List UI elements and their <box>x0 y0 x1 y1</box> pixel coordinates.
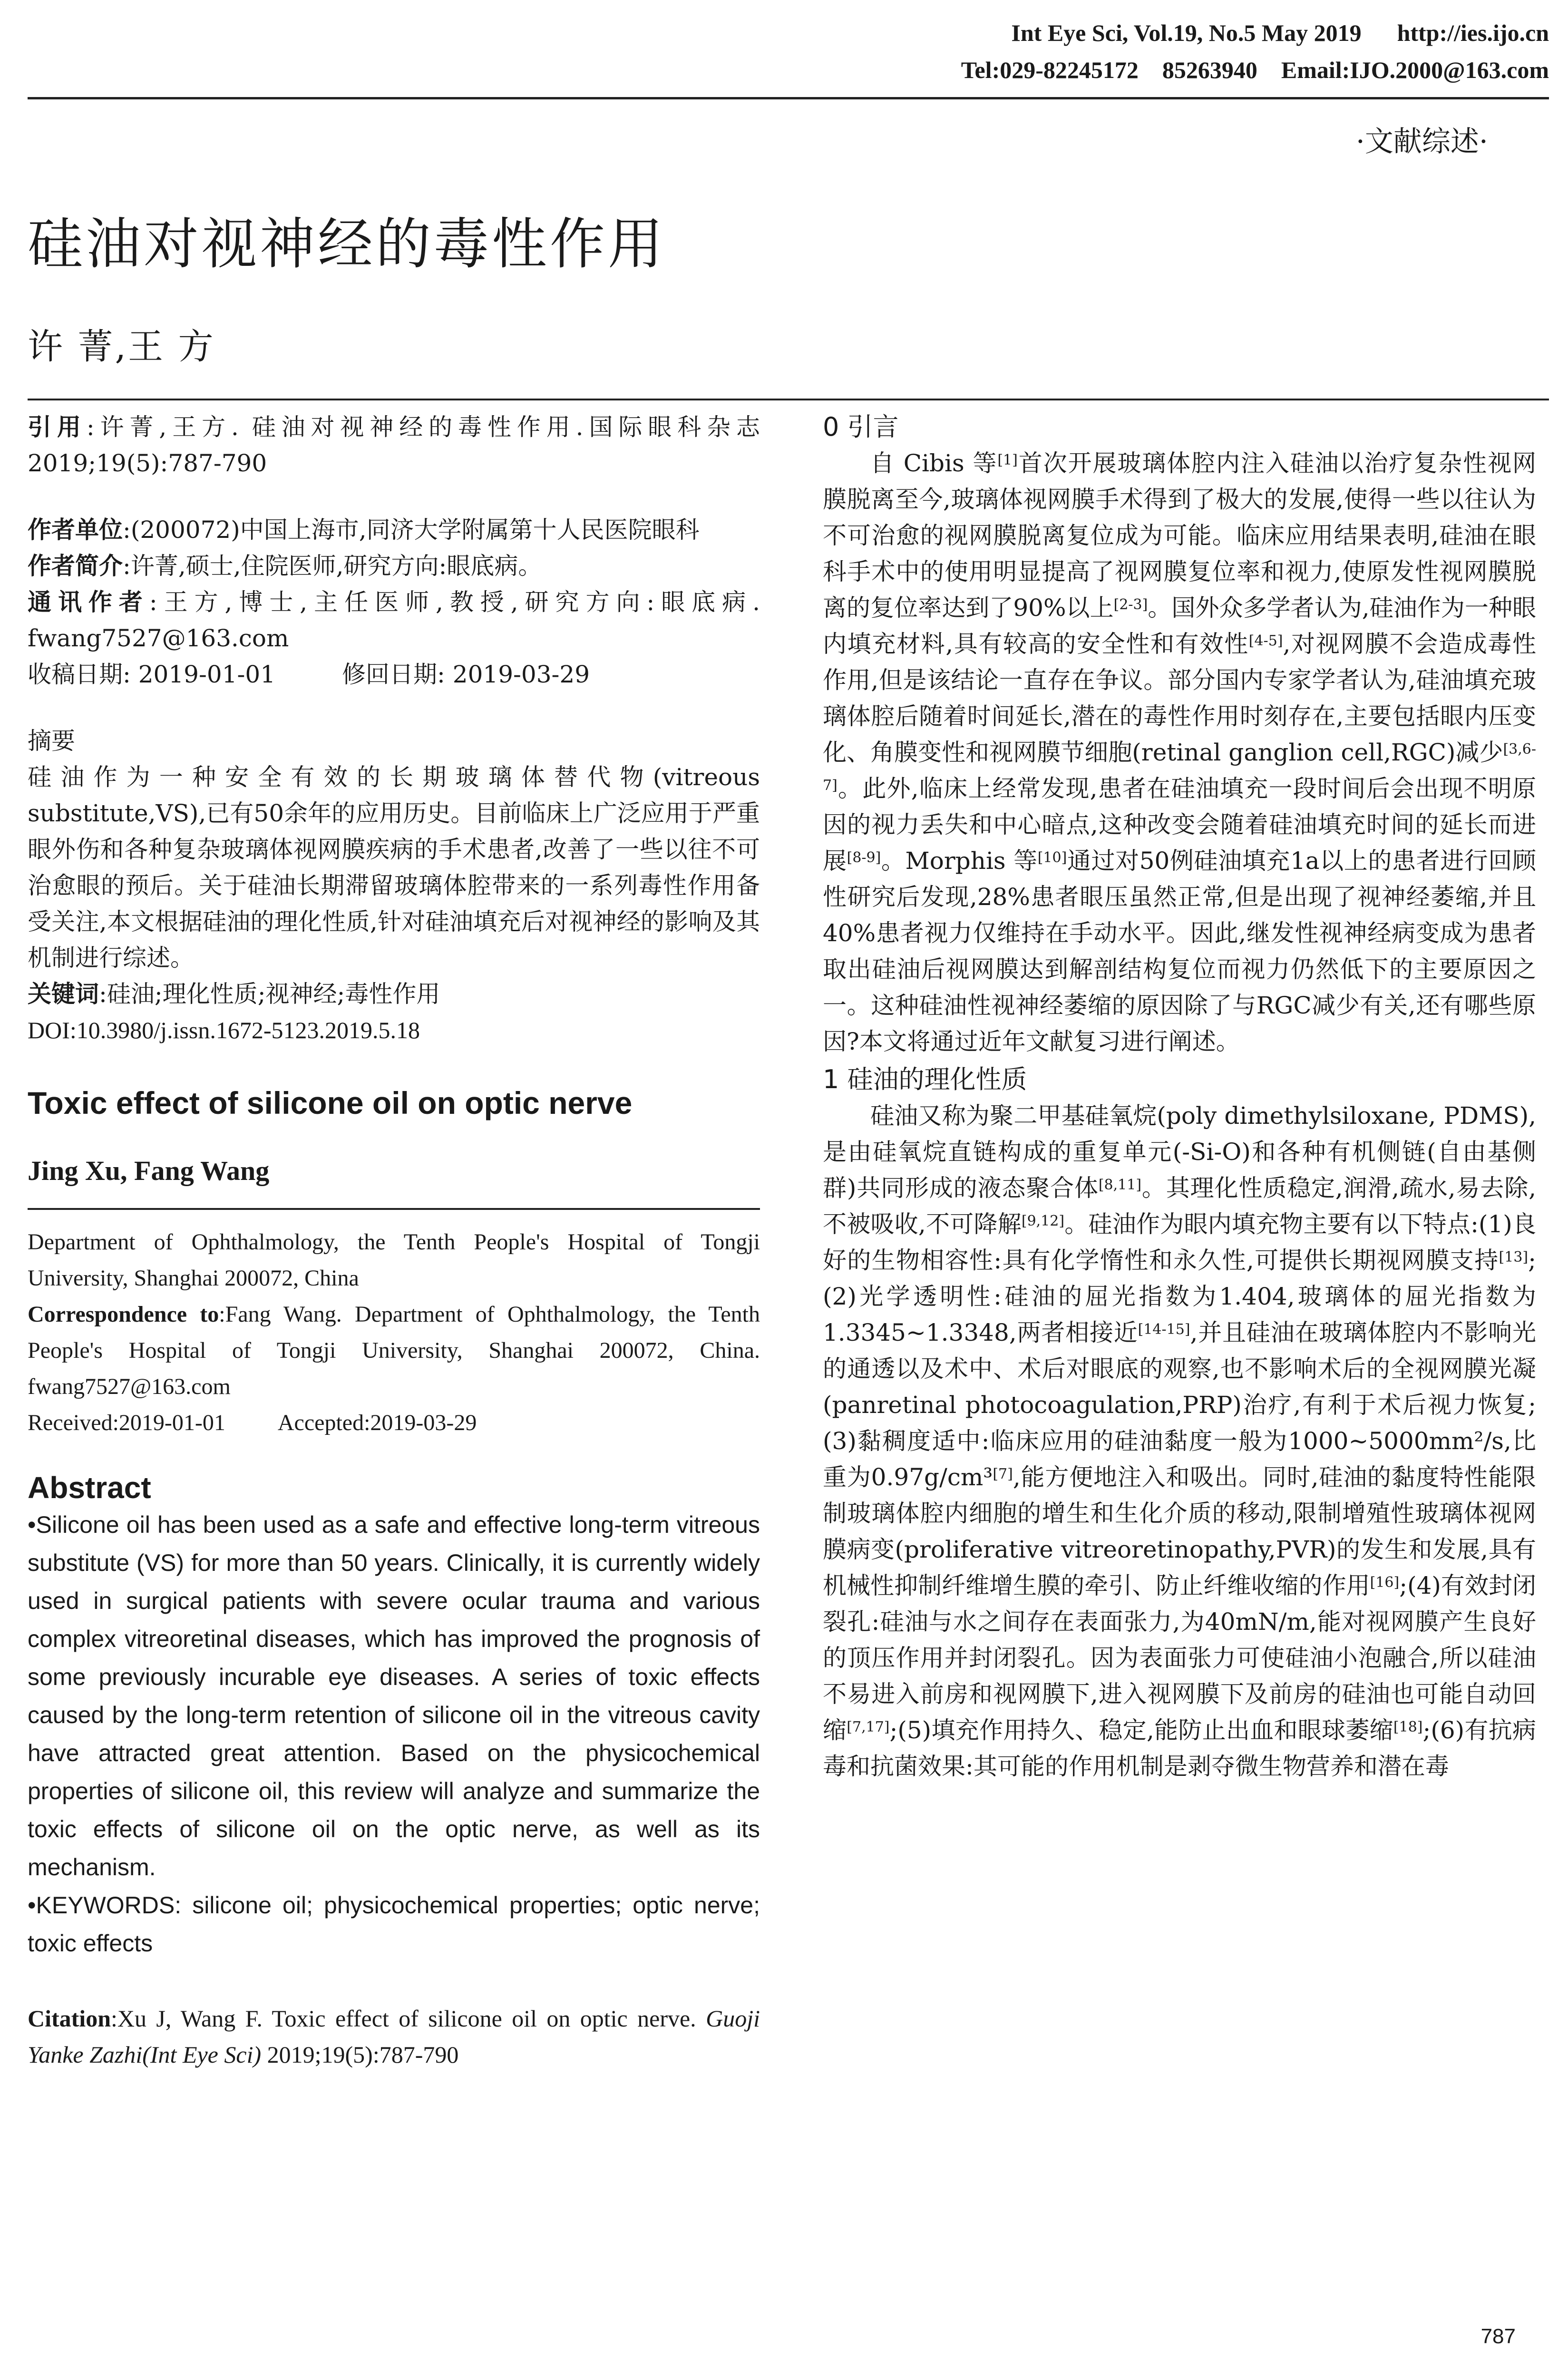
ref-marker: [8-9] <box>847 849 881 866</box>
right-column <box>823 409 1536 1784</box>
ref-marker: [1] <box>997 452 1018 468</box>
english-authors: Jing Xu, Fang Wang <box>28 1155 270 1186</box>
ref-marker: [16] <box>1370 1574 1400 1591</box>
english-rule <box>28 1208 760 1210</box>
intro-heading: 0 引言 <box>823 412 899 442</box>
ref-marker: [9,12] <box>1021 1213 1065 1229</box>
ref-marker: [2-3] <box>1113 596 1148 613</box>
keywords-cn: 关键词:硅油;理化性质;视神经;毒性作用 <box>28 980 440 1008</box>
journal-header-line2: Tel:029-82245172 85263940 Email:IJO.2000@163.com <box>961 57 1549 83</box>
ref-marker: [4-5] <box>1248 633 1283 649</box>
title-rule <box>28 399 1549 400</box>
abstract-en-heading: Abstract <box>28 1471 151 1505</box>
affiliation-cn: 作者单位:(200072)中国上海市,同济大学附属第十人民医院眼科 <box>28 516 700 544</box>
ref-marker: [7,17] <box>847 1719 890 1735</box>
page-number: 787 <box>1480 2325 1516 2348</box>
section-tag: ·文献综述· <box>1355 125 1488 158</box>
english-correspondence: Correspondence to:Fang Wang. Department of Ophthalmology, the Tenth People's Hospital of Tongji University, Shanghai 200072, China. fwang7527@163.com <box>28 1302 760 1399</box>
keywords-en: •KEYWORDS: silicone oil; physicochemical properties; optic nerve; toxic effects <box>28 1892 760 1957</box>
english-dates: Received:2019-01-01 Accepted:2019-03-29 <box>28 1410 477 1435</box>
ref-marker: [10] <box>1037 849 1067 866</box>
section1-paragraph: 硅油又称为聚二甲基硅氧烷(poly dimethylsiloxane, PDMS),是由硅氧烷直链构成的重复单元(-Si-O)和各种有机侧链(自由基侧群)共同形成的液态聚合体[8,11]。其理化性质稳定,润滑,疏水,易去除,不被吸收,不可降解[9,12]。硅油作为眼内填充物主要有以下特点:(1)良好的生物相容性:具有化学惰性和永久性,可提供长期视网膜支持[13];(2)光学透明性:硅油的屈光指数为1.404,玻璃体的屈光指数为1.3345~1.3348,两者相接近[14-15],并且硅油在玻璃体腔内不影响光的通透以及术中、术后对眼底的观察,也不影响术后的全视网膜光凝(panretinal photocoagulation,PRP)治疗,有利于术后视力恢复;(3)黏稠度适中:临床应用的硅油黏度一般为1000~5000mm²/s,比重为0.97g/cm³[7],能方便地注入和吸出。同时,硅油的黏度特性能限制玻璃体腔内细胞的增生和生化介质的移动,限制增殖性玻璃体视网膜病变(proliferative vitreoretinopathy,PVR)的发生和发展,具有机械性抑制纤维增生膜的牵引、防止纤维收缩的作用[16];(4)有效封闭裂孔:硅油与水之间存在表面张力,为40mN/m,能对视网膜产生良好的顶压作用并封闭裂孔。因为表面张力可使硅油小泡融合,所以硅油不易进入前房和视网膜下,进入视网膜下及前房的硅油也可能自动回缩[7,17];(5)填充作用持久、稳定,能防止出血和眼球萎缩[18];(6)有抗病毒和抗菌效果:其可能的作用机制是剥夺微生物营养和潜在毒 <box>823 1102 1537 1780</box>
english-title: Toxic effect of silicone oil on optic nerve <box>28 1085 633 1120</box>
abstract-cn-heading: 摘要 <box>28 727 75 755</box>
ref-marker: [7] <box>993 1466 1013 1482</box>
dates-cn: 收稿日期: 2019-01-01 修回日期: 2019-03-29 <box>28 661 590 688</box>
correspondence-cn: 通讯作者:王方,博士,主任医师,教授,研究方向:眼底病. fwang7527@163.com <box>28 588 760 652</box>
intro-paragraph: 自 Cibis 等[1]首次开展玻璃体腔内注入硅油以治疗复杂性视网膜脱离至今,玻璃体视网膜手术得到了极大的发展,使得一些以往认为不可治愈的视网膜脱离复位成为可能。临床应用结果表明,硅油在眼科手术中的使用明显提高了视网膜复位率和视力,使原发性视网膜脱离的复位率达到了90%以上[2-3]。国外众多学者认为,硅油作为一种眼内填充材料,具有较高的安全性和有效性[4-5],对视网膜不会造成毒性作用,但是该结论一直存在争议。部分国内专家学者认为,硅油填充玻璃体腔后随着时间延长,潜在的毒性作用时刻存在,主要包括眼内压变化、角膜变性和视网膜节细胞(retinal ganglion cell,RGC)减少[3,6-7]。此外,临床上经常发现,患者在硅油填充一段时间后会出现不明原因的视力丢失和中心暗点,这种改变会随着硅油填充时间的延长而进展[8-9]。Morphis 等[10]通过对50例硅油填充1a以上的患者进行回顾性研究后发现,28%患者眼压虽然正常,但是出现了视神经萎缩,并且40%患者视力仅维持在手动水平。因此,继发性视神经病变成为患者取出硅油后视网膜达到解剖结构复位而视力仍然低下的主要原因之一。这种硅油性视神经萎缩的原因除了与RGC减少有关,还有哪些原因?本文将通过近年文献复习进行阐述。 <box>823 449 1537 1055</box>
ref-marker: [8,11] <box>1098 1177 1142 1193</box>
ref-marker: [14-15] <box>1138 1321 1190 1338</box>
left-column <box>28 409 760 2073</box>
section1-heading: 1 硅油的理化性质 <box>823 1064 1027 1094</box>
article-authors: 许 菁,王 方 <box>28 326 215 367</box>
ref-marker: [18] <box>1393 1719 1423 1735</box>
ref-marker: [3,6-7] <box>823 741 1536 794</box>
abstract-en-text: •Silicone oil has been used as a safe and effective long-term vitreous substitute (VS) for more than 50 years. Clinically, it is currently widely used in surgical patients with severe ocular trauma and various complex vitreoretinal diseases, which has improved the prognosis of some previously incurable eye diseases. A series of toxic effects caused by the long-term retention of silicone oil in the vitreous cavity have attracted great attention. Based on the physicochemical properties of silicone oil, this review will analyze and summarize the toxic effects of silicone oil on the optic nerve, as well as its mechanism. <box>28 1511 760 1880</box>
abstract-cn-text: 硅油作为一种安全有效的长期玻璃体替代物(vitreous substitute,VS),已有50余年的应用历史。目前临床上广泛应用于严重眼外伤和各种复杂玻璃体视网膜疾病的手术患者,改善了一些以往不可治愈眼的预后。关于硅油长期滞留玻璃体腔带来的一系列毒性作用备受关注,本文根据硅油的理化性质,针对硅油填充后对视神经的影响及其机制进行综述。 <box>28 763 760 972</box>
doi: DOI:10.3980/j.issn.1672-5123.2019.5.18 <box>28 1017 420 1043</box>
english-citation: Citation:Xu J, Wang F. Toxic effect of silicone oil on optic nerve. Guoji Yanke Zazhi(Int Eye Sci) 2019;19(5):787-790 <box>28 2005 760 2068</box>
article-title: 硅油对视神经的毒性作用 <box>28 212 666 276</box>
english-affiliation: Department of Ophthalmology, the Tenth People's Hospital of Tongji University, Shanghai 200072, China <box>28 1229 760 1291</box>
journal-header-line1: Int Eye Sci, Vol.19, No.5 May 2019 http://ies.ijo.cn <box>1011 19 1549 46</box>
header-rule <box>28 97 1549 99</box>
ref-marker: [13] <box>1499 1249 1529 1266</box>
citation-cn: 引用:许菁,王方. 硅油对视神经的毒性作用.国际眼科杂志 2019;19(5):787-790 <box>28 413 760 477</box>
author-profile-cn: 作者简介:许菁,硕士,住院医师,研究方向:眼底病。 <box>28 552 542 580</box>
